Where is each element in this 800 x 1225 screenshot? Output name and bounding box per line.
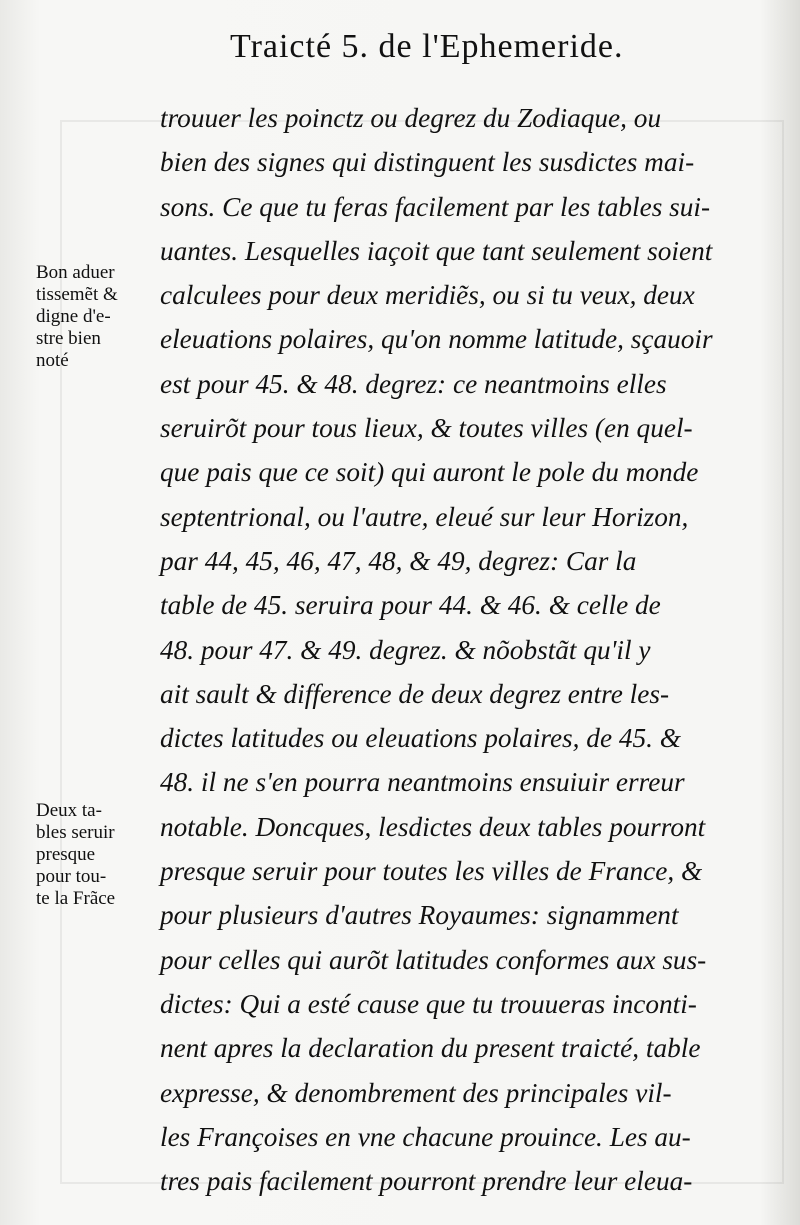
text-line: pour plusieurs d'autres Royaumes: signamment [160,899,679,931]
text-line: table de 45. seruira pour 44. & 46. & celle de [160,589,661,621]
text-line: trouuer les poinctz ou degrez du Zodiaque, ou [160,102,662,133]
margin-note-line: stre bien [36,328,101,349]
margin-note-line: pour tou- [36,866,107,887]
text-line: uantes. Lesquelles iaçoit que tant seulement soient [160,234,713,266]
page-title: Traicté 5. de l'Ephemeride. [230,28,624,65]
text-line: tres pais facilement pourront prendre leur eleua- [160,1165,693,1197]
margin-note-line: noté [36,350,69,371]
text-line: 48. pour 47. & 49. degrez. & nõobstãt qu'il y [160,633,651,665]
text-line: pour celles qui aurõt latitudes conformes aux sus- [160,943,707,975]
margin-note-line: Bon aduer [36,262,115,283]
text-line: expresse, & denombrement des principales vil- [160,1076,672,1108]
margin-note-line: Deux ta- [36,800,102,821]
text-line: dictes latitudes ou eleuations polaires, de 45. & [160,722,682,754]
text-line: est pour 45. & 48. degrez: ce neantmoins elles [160,367,667,399]
margin-note-line: te la Frãce [36,888,116,909]
text-line: presque seruir pour toutes les villes de France, & [160,855,703,887]
text-line: septentrional, ou l'autre, eleué sur leur Horizon, [160,500,689,532]
margin-note-line: presque [36,844,96,865]
margin-note-line: tissemẽt & [36,284,118,305]
text-line: 48. il ne s'en pourra neantmoins ensuiuir erreur [160,766,685,798]
text-line: nent apres la declaration du present traicté, table [160,1032,701,1064]
margin-note-line: bles seruir [36,822,115,843]
text-line: seruirõt pour tous lieux, & toutes villes (en quel- [160,412,693,444]
text-line: dictes: Qui a esté cause que tu trouueras inconti- [160,987,697,1019]
text-line: eleuations polaires, qu'on nomme latitude, sçauoir [160,323,713,355]
text-line: bien des signes qui distinguent les susdictes mai- [160,146,695,178]
margin-note [36,800,154,910]
text-line: notable. Doncques, lesdictes deux tables pourront [160,810,706,842]
text-line: sons. Ce que tu feras facilement par les tables sui- [160,190,711,222]
margin-note [36,262,154,372]
text-line: calculees pour deux meridiẽs, ou si tu veux, deux [160,279,695,311]
text-line: que pais que ce soit) qui auront le pole du monde [160,456,699,488]
margin-note-line: digne d'e- [36,306,111,327]
body-text [160,96,780,1203]
text-line: par 44, 45, 46, 47, 48, & 49, degrez: Car la [160,544,637,576]
text-line: ait sault & difference de deux degrez entre les- [160,677,670,709]
text-line: les Françoises en vne chacune prouince. Les au- [160,1120,691,1152]
